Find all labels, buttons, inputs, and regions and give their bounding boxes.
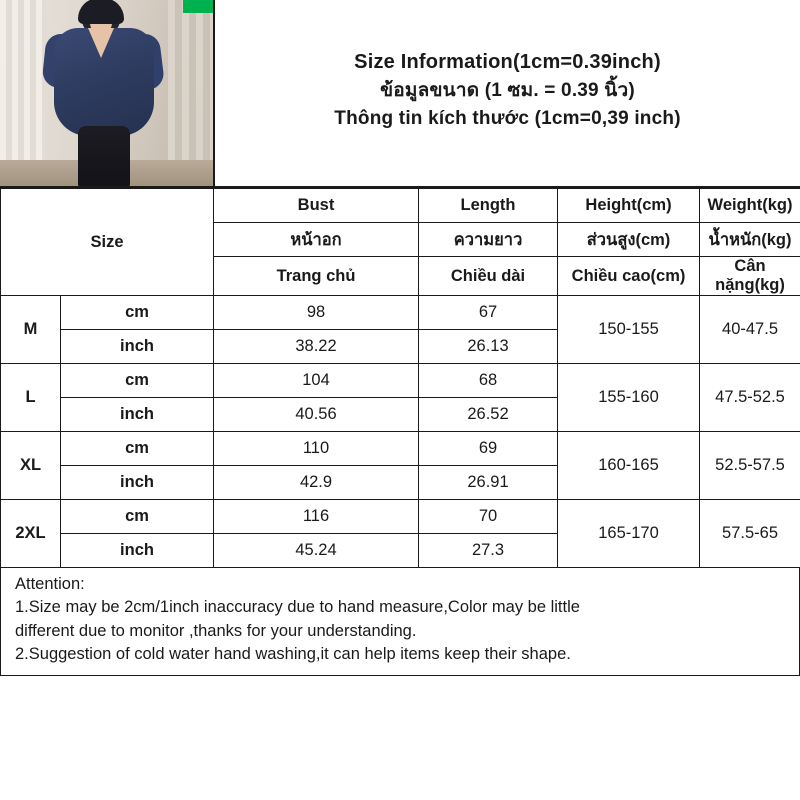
unit-inch-xl: inch [61,466,214,500]
bust-inch-l: 40.56 [214,398,419,432]
length-header-th: ความยาว [419,223,558,257]
length-header-en: Length [419,189,558,223]
size-table [0,188,800,568]
weight-l: 47.5-52.5 [700,364,800,432]
bust-header-en: Bust [214,189,419,223]
height-m: 150-155 [558,296,700,364]
weight-header-th: น้ำหนัก(kg) [700,223,800,257]
weight-header-en: Weight(kg) [700,189,800,223]
length-cm-xl: 69 [419,432,558,466]
unit-cm-m: cm [61,296,214,330]
unit-cm-xl: cm [61,432,214,466]
title-block [213,0,800,186]
title-english: Size Information(1cm=0.39inch) [354,50,661,73]
bust-inch-2xl: 45.24 [214,534,419,568]
model-hair [78,0,124,24]
unit-inch-m: inch [61,330,214,364]
bust-cm-l: 104 [214,364,419,398]
size-column-header: Size [1,189,214,296]
attention-heading: Attention: [15,575,85,593]
row-size-2xl: 2XL [1,500,61,568]
weight-xl: 52.5-57.5 [700,432,800,500]
unit-inch-2xl: inch [61,534,214,568]
title-thai: ข้อมูลขนาด (1 ซม. = 0.39 นิ้ว) [380,79,635,101]
shop-badge [183,0,213,13]
bust-cm-m: 98 [214,296,419,330]
bust-cm-2xl: 116 [214,500,419,534]
bust-cm-xl: 110 [214,432,419,466]
height-xl: 160-165 [558,432,700,500]
length-inch-m: 26.13 [419,330,558,364]
length-inch-2xl: 27.3 [419,534,558,568]
row-size-l: L [1,364,61,432]
photo-curtain-right [168,0,213,186]
height-2xl: 165-170 [558,500,700,568]
unit-cm-2xl: cm [61,500,214,534]
weight-2xl: 57.5-65 [700,500,800,568]
height-header-th: ส่วนสูง(cm) [558,223,700,257]
row-size-xl: XL [1,432,61,500]
length-inch-l: 26.52 [419,398,558,432]
row-size-m: M [1,296,61,364]
length-cm-2xl: 70 [419,500,558,534]
length-inch-xl: 26.91 [419,466,558,500]
weight-header-vi: Cân nặng(kg) [700,257,800,296]
photo-curtain-left [0,0,46,186]
title-vietnamese: Thông tin kích thước (1cm=0,39 inch) [334,107,681,129]
length-header-vi: Chiều dài [419,257,558,296]
unit-inch-l: inch [61,398,214,432]
table-row [1,432,800,466]
bust-header-vi: Trang chủ [214,257,419,296]
attention-line-3: 2.Suggestion of cold water hand washing,it can help items keep their shape. [15,645,571,664]
attention-line-2: different due to monitor ,thanks for your understanding. [15,621,417,640]
bust-inch-xl: 42.9 [214,466,419,500]
model-legs [78,126,130,186]
bust-inch-m: 38.22 [214,330,419,364]
table-row [1,364,800,398]
length-cm-m: 67 [419,296,558,330]
weight-m: 40-47.5 [700,296,800,364]
height-l: 155-160 [558,364,700,432]
height-header-vi: Chiều cao(cm) [558,257,700,296]
product-photo [0,0,213,186]
attention-line-1: 1.Size may be 2cm/1inch inaccuracy due to hand measure,Color may be little [15,598,580,617]
table-header-row-en [1,189,800,223]
table-row [1,500,800,534]
table-row [1,296,800,330]
unit-cm-l: cm [61,364,214,398]
bust-header-th: หน้าอก [214,223,419,257]
length-cm-l: 68 [419,364,558,398]
height-header-en: Height(cm) [558,189,700,223]
attention-block [0,568,800,676]
header-section [0,0,800,188]
photo-model [52,2,156,186]
